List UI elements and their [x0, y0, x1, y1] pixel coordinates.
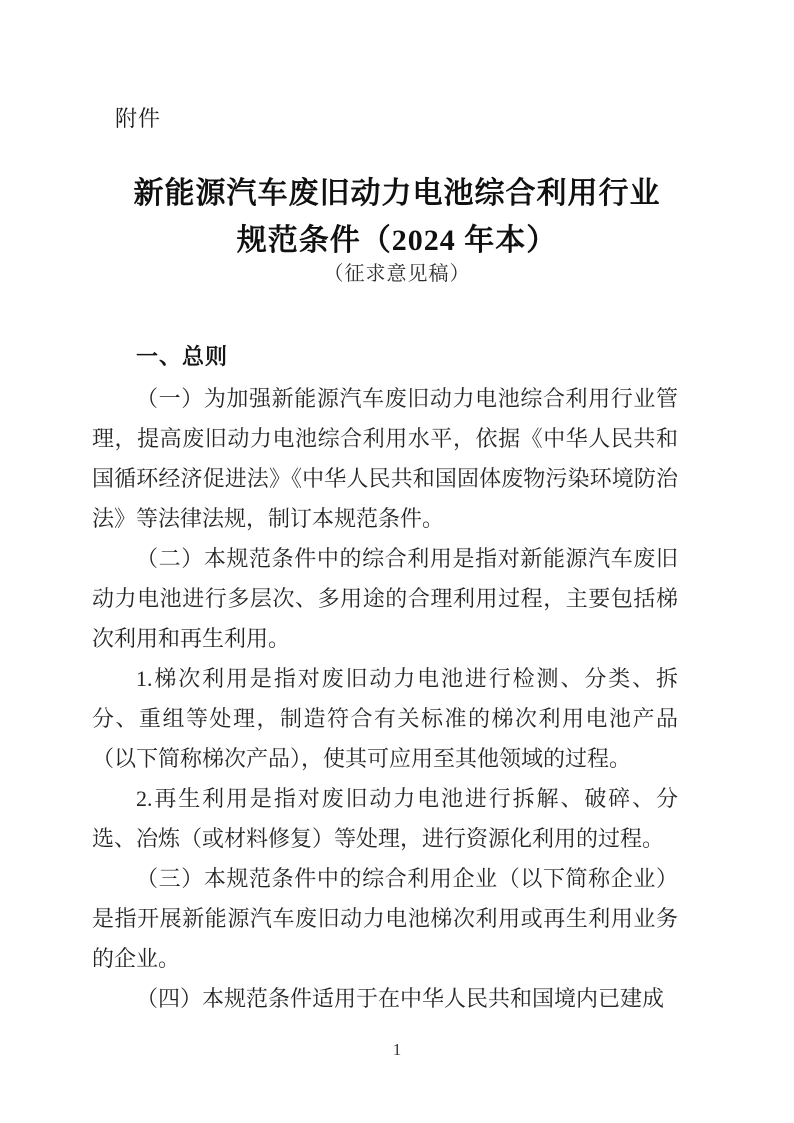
section-heading: 一、总则 — [136, 344, 229, 369]
paragraph: （二）本规范条件中的综合利用是指对新能源汽车废旧动力电池进行多层次、多用途的合理利用过程，主要包括梯次利用和再生利用。 — [92, 546, 678, 651]
document-body — [92, 379, 678, 1019]
paragraph: （四）本规范条件适用于在中华人民共和国境内已建成 — [136, 986, 665, 1011]
page-number: 1 — [392, 1040, 402, 1059]
attachment-label: 附件 — [115, 106, 162, 131]
paragraph: （三）本规范条件中的综合利用企业（以下简称企业）是指开展新能源汽车废旧动力电池梯次利用或再生利用业务的企业。 — [92, 866, 678, 971]
document-subtitle: （征求意见稿） — [323, 263, 471, 285]
paragraph: （一）为加强新能源汽车废旧动力电池综合利用行业管理，提高废旧动力电池综合利用水平，依据《中华人民共和国循环经济促进法》《中华人民共和国固体废物污染环境防治法》等法律法规，制订本规范条件。 — [92, 386, 678, 531]
paragraph: 1.梯次利用是指对废旧动力电池进行检测、分类、拆分、重组等处理，制造符合有关标准的梯次利用电池产品（以下简称梯次产品），使其可应用至其他领域的过程。 — [92, 666, 678, 771]
document-title-line-1: 新能源汽车废旧动力电池综合利用行业 — [133, 177, 661, 210]
paragraph: 2.再生利用是指对废旧动力电池进行拆解、破碎、分选、冶炼（或材料修复）等处理，进行资源化利用的过程。 — [92, 786, 678, 851]
document-title-line-2: 规范条件（2024 年本） — [236, 224, 558, 257]
document-title — [0, 170, 794, 264]
